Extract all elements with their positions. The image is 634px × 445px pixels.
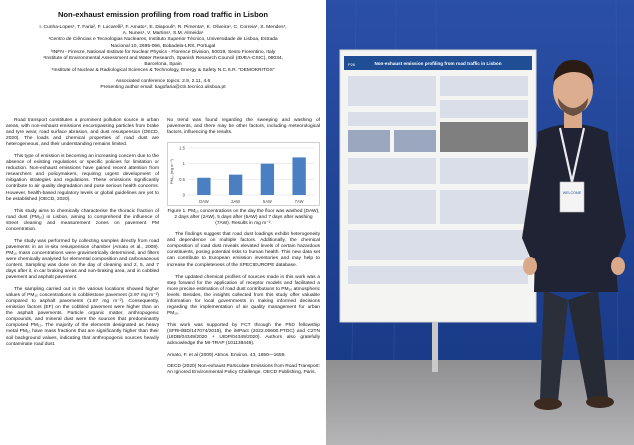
- poster-photo: [326, 0, 634, 445]
- easel-leg: [432, 322, 438, 372]
- affiliation-line: ³INFN - Firenze, National Institute for Nuclear Physics - Florence Division, 50019, Sesto Fiorentino, Italy: [50, 49, 276, 55]
- photo-illustration: [326, 0, 634, 445]
- author-list: [6, 25, 320, 37]
- abstract-body: [6, 118, 320, 443]
- paragraph: This study aims to chemically characterise the thoracic fraction of road dust (PM₁₀) in Lisbon, aiming to comprehend the influence of street cleaning and measurement zones on pavement PM concentration.: [6, 208, 159, 232]
- affiliations: [6, 37, 320, 74]
- paragraph: This type of emission is becoming an increasing concern due to the absence of existing regulations or specific policies for limitation or reduction. Non-exhaust emissions have gained recent attention from researchers and policymakers, requiring urgent development of mitigation strategies and regulations. These emissions significantly contribute to air quality degradation and pose serious health concerns. However, health-based regulatory levels or global guidelines are yet to be established (OECD, 2020).: [6, 154, 159, 202]
- hand: [611, 257, 625, 275]
- y-tick-label: 1: [182, 161, 185, 167]
- x-tick-label: DAW: [199, 199, 209, 205]
- y-tick-label: 0: [182, 192, 185, 198]
- y-axis-label: PM₁₀ (mg m⁻²): [170, 159, 174, 185]
- paragraph: Road transport constitutes a prominent pollution source in urban areas, with non-exhaust emissions encompassing particles from brake and tyre wear, road surface abrasion, and dust resuspension (OECD, 2020). The loads and chemical properties of road dust are heterogeneous, and their understanding remains limited.: [6, 118, 159, 148]
- paragraph: The updated chemical profiles of sources made in this work was a step forward for the application of receptor models and facilitated a more precise estimation of road dust contributions to PM₁₀ atmospheric levels. Besides, the insights collected from this study offer valuable information for local governments in making informed decisions regarding the implementation of air quality management for urban PM₁₀.: [167, 274, 320, 316]
- affiliation-line: Nacional 10, 2695-066, Bobadela-LRS, Portugal: [110, 43, 216, 49]
- reference-item: OECD (2020) Non-exhaust Particulate Emissions from Road Transport: An Ignored Environmental Policy Challenge. OECD Publishing, Paris.: [167, 364, 320, 376]
- abstract-title: Non-exhaust emission profiling from road traffic in Lisbon: [57, 10, 269, 19]
- authors-line-2: A. Nunes¹, V. Martins¹, S.M. Almeida¹: [122, 31, 204, 37]
- acknowledgement: This work was supported by FCT through the PhD fellowship (SFRH/BD/147074/2019), the iMPact (2022.00600.PTDC) and C2TN (UIDB/04349/2020 + UIDP/04349/2020). Authors also gratefully acknowledge the MI-TRAP (101138449).: [167, 322, 320, 347]
- bar-chart-svg: [168, 143, 321, 207]
- x-tick-label: 7AW: [294, 199, 304, 205]
- conference-topics: [6, 79, 320, 91]
- figure-1-chart: [167, 142, 320, 206]
- abstract-column-left: [6, 118, 159, 443]
- references: [167, 353, 320, 376]
- affiliation-line: Barcelona, Spain: [144, 61, 182, 67]
- paragraph: No trend was found regarding the sweeping and washing of pavements, and there may be other factors, including meteorological factors, influencing the results.: [167, 118, 320, 136]
- badge-text: WELCOME: [562, 191, 582, 195]
- x-tick-label: 5AW: [262, 199, 272, 205]
- hand: [523, 257, 537, 275]
- paragraph: The sampling carried out in the various locations showed higher values of PM₁₀ concentrations in cobblestone pavement (2.97 mg m⁻²) compared to asphalt pavements (1.87 mg m⁻²). Consequently, emission factors (EF) on the cobbled pavement were higher than on the asphalt pavements. Particle organic matter, anthropogenic compounds, and mineral dust were the sources that predominantly composed PM₁₀. The majority of the elements designated as heavy metal PM₁₀ have mass fractions that are significantly higher than their soil background values, indicating that anthropogenic sources heavily contaminate road dust.: [6, 287, 159, 347]
- paragraph: The study was performed by collecting samples directly from road pavements in an in-situ resuspension chamber (Amato et al., 2009). PM₁₀ mass concentrations were gravimetrically determined, and filters were chemically analysed for elemental composition and carbonaceous content. Sampling was done on the day of cleaning and 2, 5, and 7 days after it, in car braking areas and non-braking area, and in cobbled pavement and asphalt pavement.: [6, 238, 159, 281]
- affiliation-line: ¹Centro de Ciências e Tecnologias Nucleares, Instituto Superior Técnico, Universidade de Lisboa, Estrada: [48, 37, 278, 43]
- paragraph: The findings suggest that road dust loadings exhibit heterogeneity and dependence on multiple factors. Additionally, the chemical composition of road dust reveals elevated levels of certain hazardous constituents, posing potential risks to human health. This new data set can contribute to European emission inventories and may help to increase the completeness of the SPECIEUROPE database.: [167, 232, 320, 268]
- reference-item: Amato, F. et al (2009) Atmos. Environ. 43, 1650—1659.: [167, 353, 286, 359]
- name-badge: [560, 182, 584, 212]
- authors-line-1: I. Cunha-Lopes¹, T. Faria², F. Lucarelli³, F. Amato⁴, E. Diapouli⁵, R. Pimenta⁶, K. Oliveira¹, C. Correia¹, S. Mendes¹,: [39, 25, 287, 30]
- bar: [229, 175, 242, 195]
- affiliation-line: ⁴Institute of Environmental Assessment and Water Research, Spanish Research Council (IDÆA-CSIC), 08034,: [42, 55, 284, 61]
- affiliation-line: ⁵Institute of Nuclear & Radiological Sciences & Technology, Energy & Safety N.C.S.R. "DEMOKRITOS": [51, 67, 275, 73]
- y-tick-label: 0.5: [179, 176, 185, 182]
- presenting-author-email: Presenting author email: tiagofaria@ctn.tecnico.ulisboa.pt: [100, 85, 226, 91]
- y-tick-label: 1.5: [179, 145, 185, 151]
- x-tick-label: 2AW: [231, 199, 241, 205]
- poster-title-text: Non-exhaust emission profiling from road traffic in Lisbon: [374, 61, 502, 66]
- figure-caption: Figure 1. PM₁₀ concentrations on the day the floor was washed (DAW), 2 days after (2AW), 5 days after (5AW) and 7 days after washing (7AW). Results in mg m⁻².: [167, 209, 320, 227]
- bar: [197, 178, 210, 195]
- abstract-column-right: [167, 118, 320, 443]
- bar: [292, 158, 305, 196]
- bar: [261, 164, 274, 195]
- poster-board-label: P26: [348, 62, 356, 67]
- topics-line: Associated conference topics: 2.9, 2.11, 4.6: [115, 78, 211, 84]
- shoe: [534, 398, 562, 410]
- shoe: [586, 396, 614, 408]
